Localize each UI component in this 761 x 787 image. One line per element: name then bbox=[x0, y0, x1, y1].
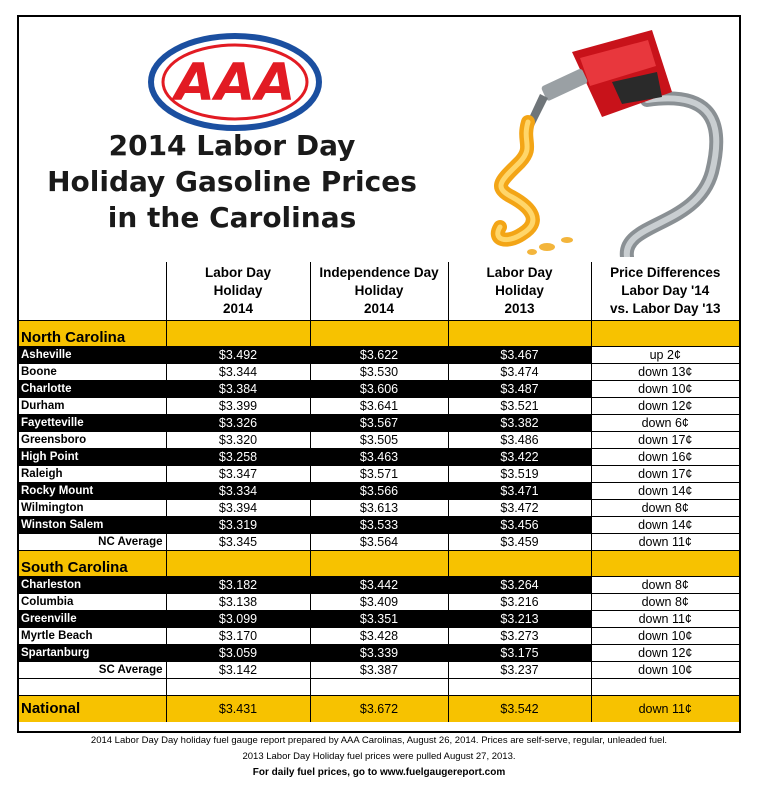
section-empty-cell bbox=[166, 320, 310, 346]
price-independence-day-2014: $3.641 bbox=[310, 397, 448, 414]
spacer-cell bbox=[19, 678, 166, 695]
table-row bbox=[19, 499, 739, 516]
section-empty-cell bbox=[448, 320, 591, 346]
city-name: Greenville bbox=[19, 610, 166, 627]
title-line-3: in the Carolinas bbox=[107, 201, 357, 234]
table-row bbox=[19, 397, 739, 414]
price-difference: down 13¢ bbox=[591, 363, 739, 380]
price-difference: down 14¢ bbox=[591, 482, 739, 499]
section-name: North Carolina bbox=[19, 320, 166, 346]
section-header-sc bbox=[19, 550, 739, 576]
price-labor-day-2013: $3.264 bbox=[448, 576, 591, 593]
section-empty-cell bbox=[310, 320, 448, 346]
price-labor-day-2013: $3.459 bbox=[448, 533, 591, 550]
price-difference: down 8¢ bbox=[591, 593, 739, 610]
price-labor-day-2014: $3.326 bbox=[166, 414, 310, 431]
section-empty-cell bbox=[591, 320, 739, 346]
gas-pump-nozzle-icon bbox=[472, 22, 734, 257]
price-difference: down 17¢ bbox=[591, 465, 739, 482]
price-difference: down 11¢ bbox=[591, 533, 739, 550]
price-labor-day-2013: $3.273 bbox=[448, 627, 591, 644]
title-line-2: Holiday Gasoline Prices bbox=[47, 165, 417, 198]
gas-price-table bbox=[19, 262, 739, 722]
price-independence-day-2014: $3.409 bbox=[310, 593, 448, 610]
price-difference: down 16¢ bbox=[591, 448, 739, 465]
city-name: Boone bbox=[19, 363, 166, 380]
price-independence-day-2014: $3.567 bbox=[310, 414, 448, 431]
average-row bbox=[19, 661, 739, 678]
price-difference: up 2¢ bbox=[591, 346, 739, 363]
table-header-row bbox=[19, 262, 739, 320]
price-difference: down 14¢ bbox=[591, 516, 739, 533]
price-labor-day-2014: $3.258 bbox=[166, 448, 310, 465]
city-name: Myrtle Beach bbox=[19, 627, 166, 644]
price-labor-day-2013: $3.175 bbox=[448, 644, 591, 661]
city-name: Fayetteville bbox=[19, 414, 166, 431]
city-name: SC Average bbox=[19, 661, 166, 678]
table-row bbox=[19, 516, 739, 533]
price-labor-day-2014: $3.399 bbox=[166, 397, 310, 414]
price-difference: down 12¢ bbox=[591, 397, 739, 414]
spacer-cell bbox=[591, 678, 739, 695]
price-labor-day-2014: $3.059 bbox=[166, 644, 310, 661]
city-name: Charleston bbox=[19, 576, 166, 593]
price-independence-day-2014: $3.505 bbox=[310, 431, 448, 448]
price-labor-day-2014: $3.170 bbox=[166, 627, 310, 644]
table-row bbox=[19, 346, 739, 363]
price-independence-day-2014: $3.463 bbox=[310, 448, 448, 465]
price-labor-day-2014: $3.345 bbox=[166, 533, 310, 550]
section-empty-cell bbox=[166, 550, 310, 576]
national-label: National bbox=[19, 695, 166, 722]
table-row bbox=[19, 380, 739, 397]
page-title bbox=[40, 128, 424, 236]
price-labor-day-2013: $3.472 bbox=[448, 499, 591, 516]
price-labor-day-2014: $3.347 bbox=[166, 465, 310, 482]
table-row bbox=[19, 610, 739, 627]
price-independence-day-2014: $3.387 bbox=[310, 661, 448, 678]
price-independence-day-2014: $3.606 bbox=[310, 380, 448, 397]
price-independence-day-2014: $3.428 bbox=[310, 627, 448, 644]
price-labor-day-2013: $3.382 bbox=[448, 414, 591, 431]
table-row bbox=[19, 414, 739, 431]
spacer-cell bbox=[448, 678, 591, 695]
table-row bbox=[19, 627, 739, 644]
price-labor-day-2013: $3.474 bbox=[448, 363, 591, 380]
table-row bbox=[19, 576, 739, 593]
title-line-1: 2014 Labor Day bbox=[108, 129, 356, 162]
price-labor-day-2013: $3.542 bbox=[448, 695, 591, 722]
aaa-logo bbox=[148, 32, 323, 132]
price-labor-day-2013: $3.213 bbox=[448, 610, 591, 627]
price-labor-day-2014: $3.182 bbox=[166, 576, 310, 593]
section-empty-cell bbox=[591, 550, 739, 576]
city-name: NC Average bbox=[19, 533, 166, 550]
price-labor-day-2014: $3.394 bbox=[166, 499, 310, 516]
price-labor-day-2014: $3.431 bbox=[166, 695, 310, 722]
price-difference: down 8¢ bbox=[591, 576, 739, 593]
national-row bbox=[19, 695, 739, 722]
price-difference: down 8¢ bbox=[591, 499, 739, 516]
table-row bbox=[19, 644, 739, 661]
price-independence-day-2014: $3.672 bbox=[310, 695, 448, 722]
section-header-nc bbox=[19, 320, 739, 346]
table-row bbox=[19, 363, 739, 380]
price-difference: down 11¢ bbox=[591, 695, 739, 722]
price-labor-day-2014: $3.492 bbox=[166, 346, 310, 363]
price-independence-day-2014: $3.613 bbox=[310, 499, 448, 516]
price-difference: down 10¢ bbox=[591, 380, 739, 397]
table-row bbox=[19, 482, 739, 499]
price-labor-day-2014: $3.384 bbox=[166, 380, 310, 397]
price-labor-day-2013: $3.521 bbox=[448, 397, 591, 414]
section-empty-cell bbox=[448, 550, 591, 576]
section-name: South Carolina bbox=[19, 550, 166, 576]
price-independence-day-2014: $3.566 bbox=[310, 482, 448, 499]
city-name: Durham bbox=[19, 397, 166, 414]
spacer-cell bbox=[166, 678, 310, 695]
table-row bbox=[19, 431, 739, 448]
city-name: Rocky Mount bbox=[19, 482, 166, 499]
table-row bbox=[19, 448, 739, 465]
price-difference: down 11¢ bbox=[591, 610, 739, 627]
city-name: Columbia bbox=[19, 593, 166, 610]
aaa-logo-text: AAA bbox=[174, 53, 296, 113]
price-independence-day-2014: $3.571 bbox=[310, 465, 448, 482]
price-independence-day-2014: $3.533 bbox=[310, 516, 448, 533]
price-labor-day-2014: $3.334 bbox=[166, 482, 310, 499]
price-labor-day-2014: $3.142 bbox=[166, 661, 310, 678]
city-name: Wilmington bbox=[19, 499, 166, 516]
price-labor-day-2013: $3.456 bbox=[448, 516, 591, 533]
price-independence-day-2014: $3.622 bbox=[310, 346, 448, 363]
section-empty-cell bbox=[310, 550, 448, 576]
price-difference: down 6¢ bbox=[591, 414, 739, 431]
price-independence-day-2014: $3.339 bbox=[310, 644, 448, 661]
price-independence-day-2014: $3.442 bbox=[310, 576, 448, 593]
footer-note-2: 2013 Labor Day Holiday fuel prices were pulled August 27, 2013. bbox=[242, 751, 516, 762]
city-name: Raleigh bbox=[19, 465, 166, 482]
header-price-differences: Price Differences Labor Day '14 vs. Labor Day '13 bbox=[591, 262, 739, 320]
city-name: Asheville bbox=[19, 346, 166, 363]
price-difference: down 10¢ bbox=[591, 627, 739, 644]
price-labor-day-2013: $3.487 bbox=[448, 380, 591, 397]
footer-link-text: For daily fuel prices, go to www.fuelgaugereport.com bbox=[252, 767, 506, 778]
city-name: Greensboro bbox=[19, 431, 166, 448]
price-labor-day-2014: $3.320 bbox=[166, 431, 310, 448]
spacer-cell bbox=[310, 678, 448, 695]
price-difference: down 10¢ bbox=[591, 661, 739, 678]
city-name: Charlotte bbox=[19, 380, 166, 397]
price-labor-day-2013: $3.216 bbox=[448, 593, 591, 610]
header-independence-day-2014: Independence Day Holiday 2014 bbox=[310, 262, 448, 320]
spacer-row bbox=[19, 678, 739, 695]
price-labor-day-2013: $3.237 bbox=[448, 661, 591, 678]
price-labor-day-2014: $3.138 bbox=[166, 593, 310, 610]
price-labor-day-2014: $3.099 bbox=[166, 610, 310, 627]
price-difference: down 17¢ bbox=[591, 431, 739, 448]
price-independence-day-2014: $3.351 bbox=[310, 610, 448, 627]
city-name: High Point bbox=[19, 448, 166, 465]
header-labor-day-2014: Labor Day Holiday 2014 bbox=[166, 262, 310, 320]
price-labor-day-2014: $3.319 bbox=[166, 516, 310, 533]
price-labor-day-2014: $3.344 bbox=[166, 363, 310, 380]
table-row bbox=[19, 465, 739, 482]
price-independence-day-2014: $3.530 bbox=[310, 363, 448, 380]
price-labor-day-2013: $3.467 bbox=[448, 346, 591, 363]
price-independence-day-2014: $3.564 bbox=[310, 533, 448, 550]
header-city-column bbox=[19, 262, 166, 320]
price-difference: down 12¢ bbox=[591, 644, 739, 661]
footer-note-1: 2014 Labor Day Day holiday fuel gauge report prepared by AAA Carolinas, August 26, 2014. Prices are self-serve, regular, unleaded fuel. bbox=[90, 735, 668, 746]
table-row bbox=[19, 593, 739, 610]
average-row bbox=[19, 533, 739, 550]
header-labor-day-2013: Labor Day Holiday 2013 bbox=[448, 262, 591, 320]
price-labor-day-2013: $3.471 bbox=[448, 482, 591, 499]
price-labor-day-2013: $3.519 bbox=[448, 465, 591, 482]
price-labor-day-2013: $3.422 bbox=[448, 448, 591, 465]
price-labor-day-2013: $3.486 bbox=[448, 431, 591, 448]
city-name: Spartanburg bbox=[19, 644, 166, 661]
city-name: Winston Salem bbox=[19, 516, 166, 533]
